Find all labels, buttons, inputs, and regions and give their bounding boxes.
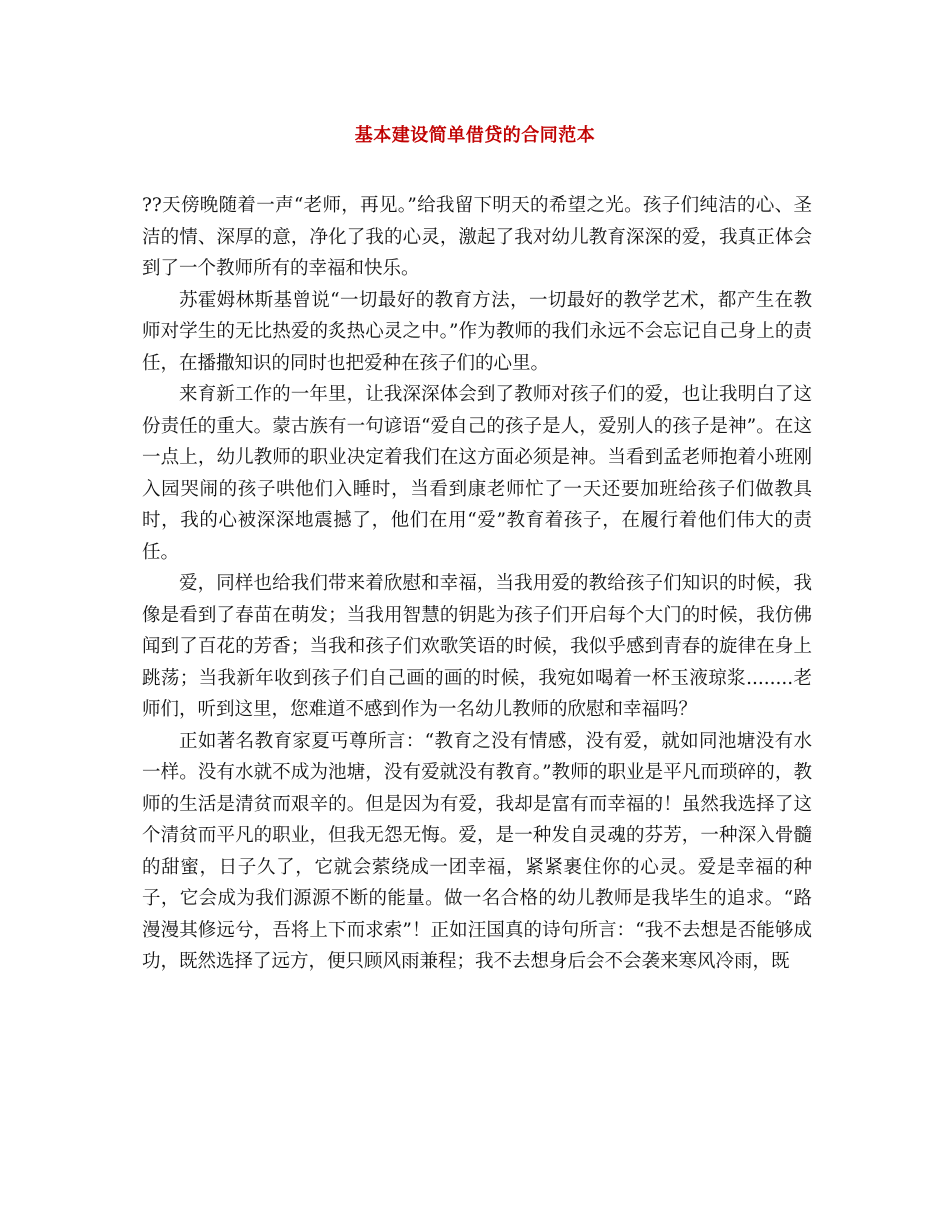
document-title: 基本建设简单借贷的合同范本: [354, 125, 596, 146]
paragraph-3: 来育新工作的一年里，让我深深体会到了教师对孩子们的爱，也让我明白了这份责任的重大。蒙古族有一句谚语“爱自己的孩子是人，爱别人的孩子是神”。在这一点上，幼儿教师的职业决定着我们在这方面必须是神。当看到孟老师抱着小班刚入园哭闹的孩子哄他们入睡时，当看到康老师忙了一天还要加班给孩子们做教具时，我的心被深深地震撼了，他们在用“爱”教育着孩子，在履行着他们伟大的责任。: [142, 384, 812, 563]
paragraph-5: 正如著名教育家夏丐尊所言：“教育之没有情感，没有爱，就如同池塘没有水一样。没有水就不成为池塘，没有爱就没有教育。”教师的职业是平凡而琐碎的，教师的生活是清贫而艰辛的。但是因为有爱，我却是富有而幸福的！虽然我选择了这个清贫而平凡的职业，但我无怨无悔。爱，是一种发自灵魂的芬芳，一种深入骨髓的甜蜜，日子久了，它就会萦绕成一团幸福，紧紧裹住你的心灵。爱是幸福的种子，它会成为我们源源不断的能量。做一名合格的幼儿教师是我毕生的追求。“路漫漫其修远兮，吾将上下而求索”！正如汪国真的诗句所言：“我不去想是否能够成功，既然选择了远方，便只顾风雨兼程；我不去想身后会不会袭来寒风冷雨，既: [142, 730, 812, 972]
paragraph-1: ??天傍晚随着一声“老师，再见。”给我留下明天的希望之光。孩子们纯洁的心、圣洁的情、深厚的意，净化了我的心灵，激起了我对幼儿教育深深的爱，我真正体会到了一个教师所有的幸福和快乐。: [142, 195, 812, 279]
paragraph-4: 爱，同样也给我们带来着欣慰和幸福，当我用爱的教给孩子们知识的时候，我像是看到了春苗在萌发；当我用智慧的钥匙为孩子们开启每个大门的时候，我仿佛闻到了百花的芳香；当我和孩子们欢歌笑语的时候，我似乎感到青春的旋律在身上跳荡；当我新年收到孩子们自己画的画的时候，我宛如喝着一杯玉液琼浆........老师们，听到这里，您难道不感到作为一名幼儿教师的欣慰和幸福吗？: [142, 573, 812, 720]
document-body: [142, 190, 812, 978]
paragraph-2: 苏霍姆林斯基曾说“一切最好的教育方法，一切最好的教学艺术，都产生在教师对学生的无比热爱的炙热心灵之中。”作为教师的我们永远不会忘记自己身上的责任，在播撒知识的同时也把爱种在孩子们的心里。: [142, 289, 812, 374]
